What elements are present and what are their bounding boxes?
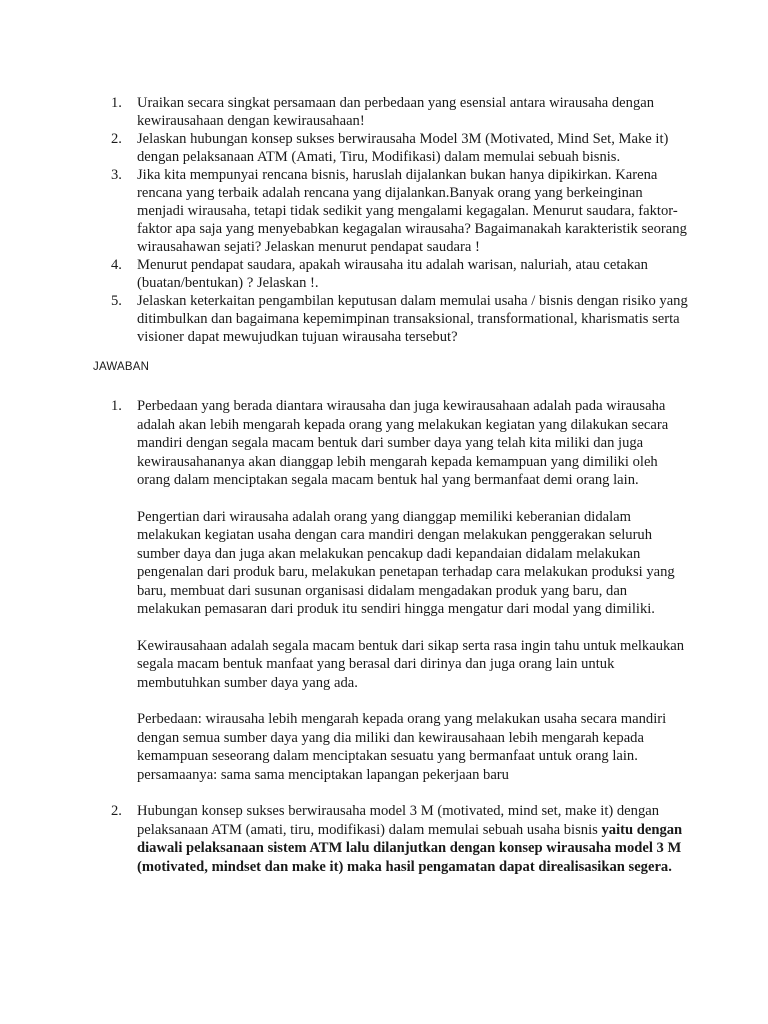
question-number: 4. (111, 257, 122, 273)
question-text: Jika kita mempunyai rencana bisnis, haruslah dijalankan bukan hanya dipikirkan. Karena rencana yang terbaik adalah rencana yang dijalankan.Banyak orang yang berkeinginan menjadi wirausaha, tetapi tidak sedikit yang mengalami kegagalan. Menurut saudara, faktor-faktor apa saja yang menyebabkan kegagalan wirausaha? Bagaimanakah karakteristik seorang wirausahawan sejati? Jelaskan menurut pendapat saudara ! (137, 167, 687, 255)
question-number: 3. (111, 167, 122, 183)
question-list (0, 94, 768, 346)
answer-paragraph: Pengertian dari wirausaha adalah orang yang dianggap memiliki keberanian didalam melakukan kegiatan usaha dengan cara mandiri dengan melakukan penggerakan seluruh sumber daya dan juga akan melakukan pencakup dadi kepandaian didalam melakukan pengenalan dari produk baru, melakukan penetapan terhadap cara melakukan produksi yang baru, membuat dari susunan organisasi didalam mengadakan produk yang baru, dan melakukan pemasaran dari produk itu sendiri hingga mengatur dari modal yang dimiliki. (137, 508, 675, 617)
answer-paragraph: Perbedaan yang berada diantara wirausaha dan juga kewirausahaan adalah pada wirausaha adalah akan lebih mengarah kepada orang yang melakukan kegiatan yang dilakukan secara mandiri dengan segala macam bentuk dari sumber daya yang telah kita miliki dan juga kewirausahananya akan dianggap lebih mengarah kepada kemampuan yang dimiliki oleh orang dalam menciptakan segala macam bentuk hal yang bermanfaat demi orang lain. (137, 398, 669, 488)
question-item (0, 166, 768, 256)
question-item (0, 130, 768, 166)
question-text: Uraikan secara singkat persamaan dan perbedaan yang esensial antara wirausaha dengan kewirausahaan dengan kewirausahaan! (137, 95, 655, 129)
answer-list (0, 397, 768, 894)
question-item (0, 94, 768, 130)
answer-bold-text: yaitu dengan diawali pelaksanaan sistem ATM lalu dilanjutkan dengan konsep wirausaha model 3 M (motivated, mindset dan make it) maka hasil pengamatan dapat direalisasikan segera. (137, 821, 683, 875)
question-number: 5. (111, 293, 122, 309)
question-text: Menurut pendapat saudara, apakah wirausaha itu adalah warisan, naluriah, atau cetakan (buatan/bentukan) ? Jelaskan !. (137, 257, 648, 291)
question-text: Jelaskan keterkaitan pengambilan keputusan dalam memulai usaha / bisnis dengan risiko yang ditimbulkan dan bagaimana kepemimpinan transaksional, transformational, kharismatis serta visioner dapat mewujudkan tujuan wirausaha tersebut? (137, 293, 688, 345)
answer-paragraph: Kewirausahaan adalah segala macam bentuk dari sikap serta rasa ingin tahu untuk melkaukan segala macam bentuk manfaat yang berasal dari dirinya dan juga orang lain untuk membutuhkan sumber daya yang ada. (137, 637, 685, 691)
answer-paragraph: Perbedaan: wirausaha lebih mengarah kepada orang yang melakukan usaha secara mandiri dengan semua sumber daya yang dia miliki dan kewirausahaan lebih mengarah kepada kemampuan seseorang dalam menciptakan sesuatu yang bermanfaat untuk orang lain. persamaanya: sama sama menciptakan lapangan pekerjaan baru (137, 711, 667, 783)
question-text: Jelaskan hubungan konsep sukses berwirausaha Model 3M (Motivated, Mind Set, Make it) dengan pelaksanaan ATM (Amati, Tiru, Modifikasi) dalam memulai sebuah bisnis. (137, 131, 669, 165)
answer-text: Hubungan konsep sukses berwirausaha model 3 M (motivated, mind set, make it) dengan pelaksanaan ATM (amati, tiru, modifikasi) dalam memulai sebuah usaha bisnis (137, 803, 660, 838)
answer-number: 2. (111, 803, 122, 819)
question-number: 2. (111, 131, 122, 147)
answers-heading: JAWABAN (93, 361, 150, 373)
question-item (0, 256, 768, 292)
question-item (0, 292, 768, 346)
answer-item (0, 397, 768, 784)
answer-paragraph (137, 802, 690, 876)
question-number: 1. (111, 95, 122, 111)
answer-item (0, 802, 768, 876)
answer-number: 1. (111, 398, 122, 414)
